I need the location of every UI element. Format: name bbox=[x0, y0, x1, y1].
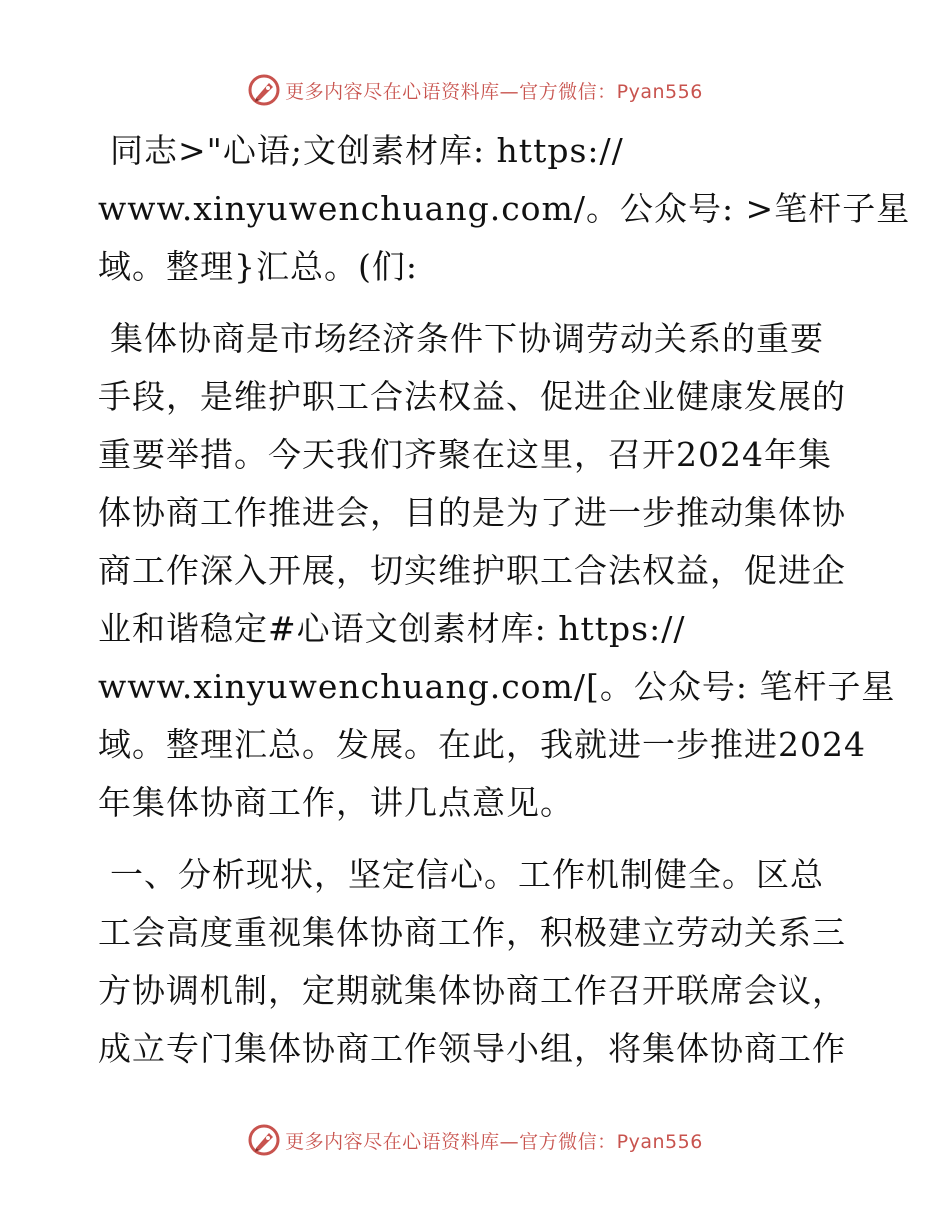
text-line: 同志>"心语;文创素材库: https:// bbox=[110, 131, 624, 170]
pen-nib-logo-icon bbox=[247, 1123, 281, 1157]
paragraph-2 bbox=[98, 310, 896, 832]
text-line: 业和谐稳定#心语文创素材库: https:// bbox=[98, 609, 686, 648]
footer-banner bbox=[0, 1120, 950, 1160]
paragraph-1 bbox=[98, 122, 911, 296]
text-line: 一、分析现状，坚定信心。工作机制健全。区总 bbox=[110, 855, 824, 894]
text-line: 重要举措。今天我们齐聚在这里，召开2024年集 bbox=[98, 435, 832, 474]
text-line: 集体协商是市场经济条件下协调劳动关系的重要 bbox=[110, 319, 824, 358]
text-line: www.xinyuwenchuang.com/。公众号: >笔杆子星 bbox=[98, 189, 911, 228]
header-banner bbox=[0, 70, 950, 110]
text-line: 体协商工作推进会，目的是为了进一步推动集体协 bbox=[98, 493, 846, 532]
text-line: 域。整理汇总。发展。在此，我就进一步推进2024 bbox=[98, 725, 866, 764]
text-line: 域。整理}汇总。(们: bbox=[98, 247, 418, 286]
header-banner-text: 更多内容尽在心语资料库—官方微信：Pyan556 bbox=[285, 80, 703, 103]
footer-banner-text: 更多内容尽在心语资料库—官方微信：Pyan556 bbox=[285, 1130, 703, 1153]
text-line: 成立专门集体协商工作领导小组，将集体协商工作 bbox=[98, 1029, 846, 1068]
pen-nib-logo-icon bbox=[247, 73, 281, 107]
document-body bbox=[98, 122, 911, 1092]
text-line: 工会高度重视集体协商工作，积极建立劳动关系三 bbox=[98, 913, 846, 952]
text-line: 年集体协商工作，讲几点意见。 bbox=[98, 783, 574, 822]
text-line: 方协调机制，定期就集体协商工作召开联席会议， bbox=[98, 971, 846, 1010]
text-line: 商工作深入开展，切实维护职工合法权益，促进企 bbox=[98, 551, 846, 590]
paragraph-3 bbox=[98, 846, 858, 1078]
text-line: 手段，是维护职工合法权益、促进企业健康发展的 bbox=[98, 377, 846, 416]
text-line: www.xinyuwenchuang.com/[。公众号: 笔杆子星 bbox=[98, 667, 896, 706]
